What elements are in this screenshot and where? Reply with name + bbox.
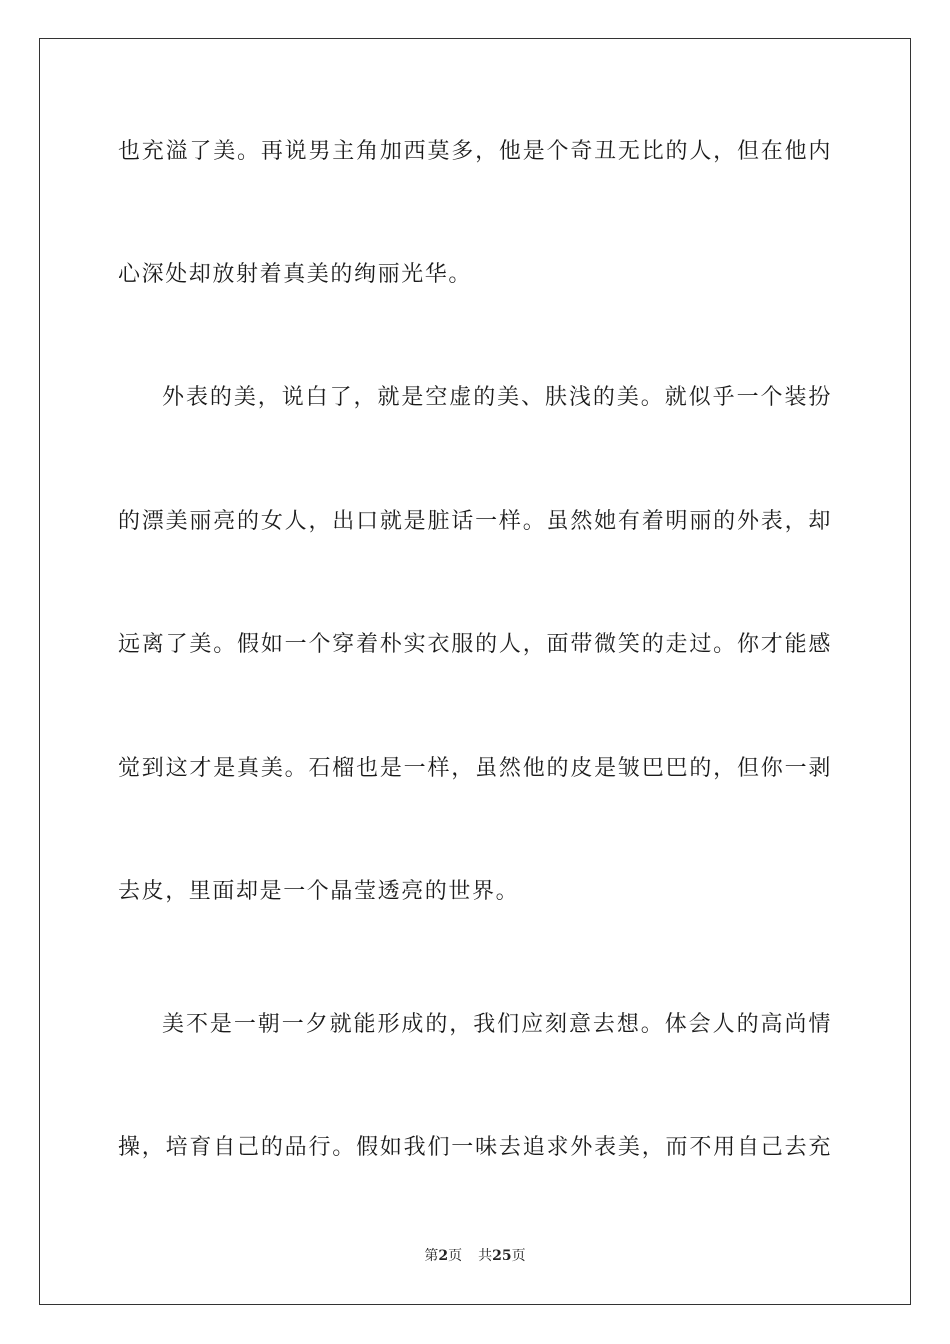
text-line: 美不是一朝一夕就能形成的，我们应刻意去想。体会人的高尚情 bbox=[162, 1012, 832, 1037]
text-line: 去皮，里面却是一个晶莹透亮的世界。 bbox=[118, 879, 520, 904]
total-prefix: 共 bbox=[478, 1248, 493, 1264]
current-page-number: 2 bbox=[438, 1248, 449, 1264]
text-line: 也充溢了美。再说男主角加西莫多，他是个奇丑无比的人，但在他内 bbox=[118, 139, 832, 164]
page-prefix: 第 bbox=[424, 1248, 439, 1264]
text-line: 操，培育自己的品行。假如我们一味去追求外表美，而不用自己去充 bbox=[118, 1135, 832, 1160]
text-line: 的漂美丽亮的女人，出口就是脏话一样。虽然她有着明丽的外表，却 bbox=[118, 509, 832, 534]
total-suffix: 页 bbox=[511, 1248, 526, 1264]
page-border bbox=[39, 38, 911, 1305]
text-line: 外表的美，说白了，就是空虚的美、肤浅的美。就似乎一个装扮 bbox=[162, 385, 832, 410]
page-suffix: 页 bbox=[448, 1248, 463, 1264]
page-footer bbox=[0, 1247, 950, 1265]
text-line: 觉到这才是真美。石榴也是一样，虽然他的皮是皱巴巴的，但你一剥 bbox=[118, 756, 832, 781]
text-line: 远离了美。假如一个穿着朴实衣服的人，面带微笑的走过。你才能感 bbox=[118, 632, 832, 657]
total-page-count: 25 bbox=[492, 1248, 512, 1264]
text-line: 心深处却放射着真美的绚丽光华。 bbox=[118, 262, 473, 287]
